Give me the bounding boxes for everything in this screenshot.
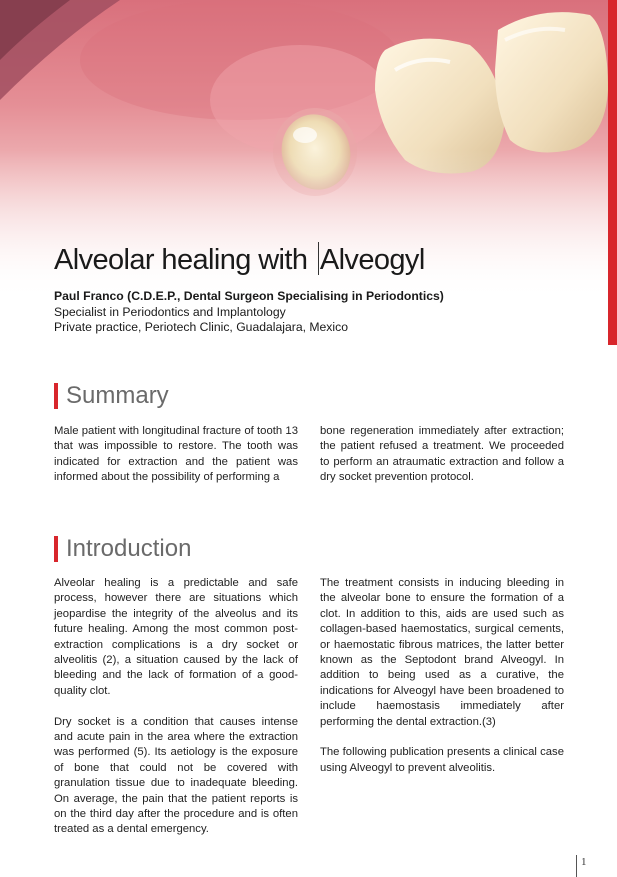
summary-column-right: [320, 424, 564, 486]
author-name: Paul Franco (C.D.E.P., Dental Surgeon Specialising in Periodontics): [54, 289, 444, 303]
summary-column-left: [54, 424, 298, 486]
summary-paragraph: Male patient with longitudinal fracture of tooth 13 that was impossible to restore. The tooth was indicated for extraction and the patient was informed about the possibility of performing a: [54, 425, 298, 484]
introduction-column-right: [320, 576, 564, 776]
summary-paragraph: bone regeneration immediately after extraction; the patient refused a treatment. We proceeded to perform an atraumatic extraction and follow a dry socket prevention protocol.: [320, 425, 564, 484]
author-specialty: Specialist in Periodontics and Implantology: [54, 304, 286, 319]
introduction-paragraph: The following publication presents a clinical case using Alveogyl to prevent alveolitis.: [320, 746, 564, 774]
article-title: [54, 242, 425, 277]
author-practice: Private practice, Periotech Clinic, Guadalajara, Mexico: [54, 320, 348, 334]
introduction-column-left: [54, 576, 298, 838]
introduction-paragraph: The treatment consists in inducing bleeding in the alveolar bone to ensure the formation of a clot. In addition to this, aids are used such as collagen-based haemostatics, surgical cements, or haemostatic fibrous matrices, the latter better known as the Septodont brand Alveogyl. In addition to being used as a curative, the indications for Alveogyl have been broadened to include haemostasis immediately after performing the dental extraction.(3): [320, 577, 564, 728]
title-product: Alveogyl: [319, 244, 425, 276]
page-number: 1: [576, 855, 587, 877]
author-block: [54, 289, 444, 336]
accent-bar: [608, 0, 617, 345]
introduction-paragraph: Dry socket is a condition that causes intense and acute pain in the area where the extraction was performed (5). Its aetiology is the exposure of bone that could not be covered with granulation tissue due to inadequate bleeding. On average, the pain that the patient reports is on the third day after the procedure and is often treated as a dental emergency.: [54, 715, 298, 836]
introduction-paragraph: Alveolar healing is a predictable and safe process, however there are situations which jeopardise the integrity of the alveolus and its future healing. Among the most common post-extraction complications is a dry socket or alveolitis (2), a situation caused by the lack of bleeding and the lack of formation of a good-quality clot.: [54, 577, 298, 697]
text-cursor: [318, 242, 319, 275]
introduction-heading: Introduction: [54, 534, 191, 564]
title-text: Alveolar healing with: [54, 244, 315, 276]
summary-heading: Summary: [54, 381, 169, 411]
